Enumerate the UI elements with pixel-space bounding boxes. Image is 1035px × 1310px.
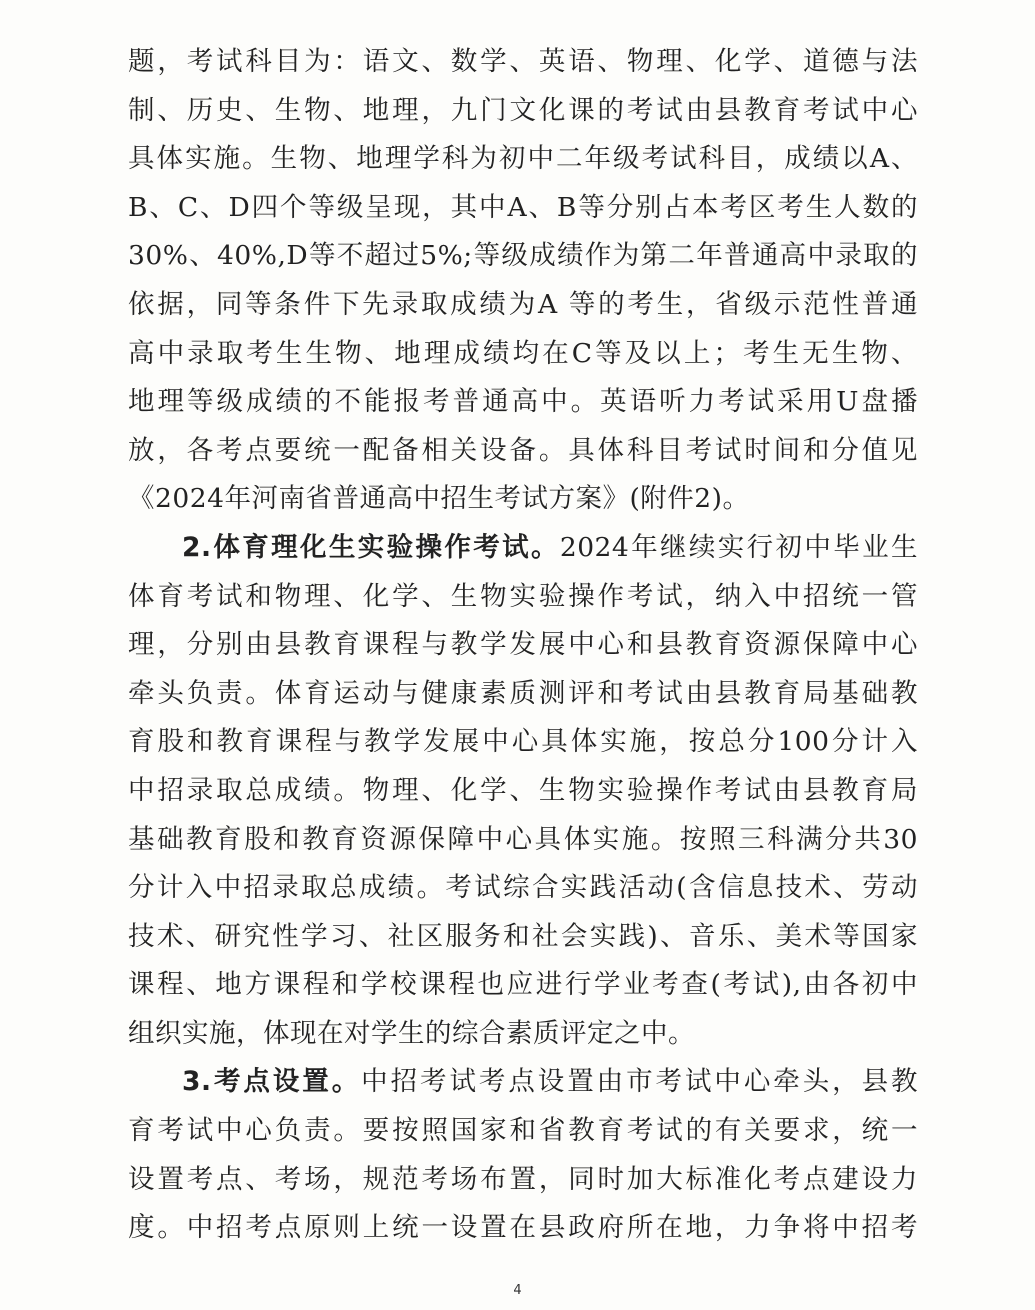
section-2-first-line xyxy=(128,524,918,573)
text-line: 具体实施。生物、地理学科为初中二年级考试科目，成绩以A、 xyxy=(128,143,918,175)
text-line: 基础教育股和教育资源保障中心具体实施。按照三科满分共30 xyxy=(128,823,918,855)
text-line: 制、历史、生物、地理，九门文化课的考试由县教育考试中心 xyxy=(128,94,918,126)
section-3-first-line-text: 中招考试考点设置由市考试中心牵头，县教 xyxy=(361,1066,918,1098)
document-body xyxy=(128,38,918,1253)
text-line: 依据，同等条件下先录取成绩为A 等的考生，省级示范性普通 xyxy=(128,288,918,320)
text-line: 牵头负责。体育运动与健康素质测评和考试由县教育局基础教 xyxy=(128,677,918,709)
text-line: 设置考点、考场，规范考场布置，同时加大标准化考点建设力 xyxy=(128,1163,918,1195)
text-line: 组织实施，体现在对学生的综合素质评定之中。 xyxy=(128,1017,695,1049)
text-line: 高中录取考生生物、地理成绩均在C等及以上；考生无生物、 xyxy=(128,337,918,369)
section-2-heading: 2.体育理化生实验操作考试。 xyxy=(182,531,560,563)
text-line: B、C、D四个等级呈现，其中A、B等分别占本考区考生人数的 xyxy=(128,191,918,223)
text-line: 育股和教育课程与教学发展中心具体实施，按总分100分计入 xyxy=(128,726,918,758)
text-line: 育考试中心负责。要按照国家和省教育考试的有关要求，统一 xyxy=(128,1115,918,1147)
text-line: 30%、40%,D等不超过5%;等级成绩作为第二年普通高中录取的 xyxy=(128,240,918,272)
section-3-first-line xyxy=(128,1058,918,1107)
section-2-first-line-text: 2024年继续实行初中毕业生 xyxy=(559,531,918,563)
text-line: 中招录取总成绩。物理、化学、生物实验操作考试由县教育局 xyxy=(128,774,918,806)
text-line: 题，考试科目为：语文、数学、英语、物理、化学、道德与法 xyxy=(128,46,918,77)
text-line: 分计入中招录取总成绩。考试综合实践活动(含信息技术、劳动 xyxy=(128,872,918,904)
text-line: 地理等级成绩的不能报考普通高中。英语听力考试采用U盘播 xyxy=(128,386,918,418)
text-line: 放，各考点要统一配备相关设备。具体科目考试时间和分值见 xyxy=(128,434,918,466)
text-line: 理，分别由县教育课程与教学发展中心和县教育资源保障中心 xyxy=(128,629,918,661)
page-number: 4 xyxy=(513,1283,522,1298)
text-line: 课程、地方课程和学校课程也应进行学业考查(考试),由各初中 xyxy=(128,969,918,1001)
text-line: 体育考试和物理、化学、生物实验操作考试，纳入中招统一管 xyxy=(128,580,918,612)
section-3-heading: 3.考点设置。 xyxy=(182,1066,362,1098)
text-line: 度。中招考点原则上统一设置在县政府所在地，力争将中招考 xyxy=(128,1212,918,1244)
text-line: 《2024年河南省普通高中招生考试方案》(附件2)。 xyxy=(128,483,750,515)
text-line: 技术、研究性学习、社区服务和社会实践)、音乐、美术等国家 xyxy=(128,920,918,952)
